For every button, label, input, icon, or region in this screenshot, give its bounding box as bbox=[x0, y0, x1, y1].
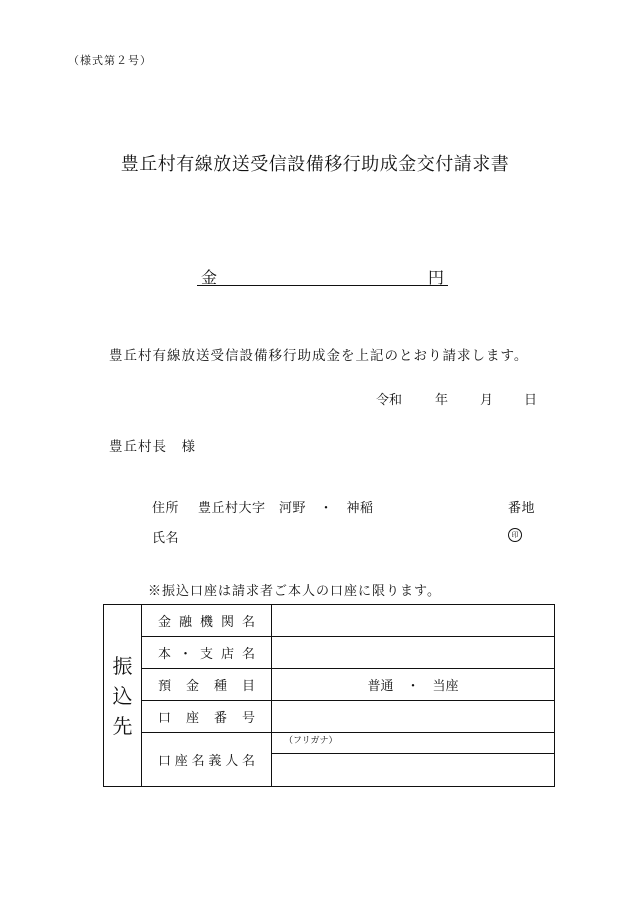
bank-account-table bbox=[103, 604, 555, 787]
date-year: 年 bbox=[435, 393, 449, 408]
amount-prefix: 金 bbox=[201, 268, 218, 287]
seal-mark: 印 bbox=[508, 528, 522, 542]
date-month: 月 bbox=[480, 393, 494, 408]
date-day: 日 bbox=[524, 393, 538, 408]
transfer-destination-label: 振 込 先 bbox=[104, 605, 142, 787]
account-note: ※振込口座は請求者ご本人の口座に限ります。 bbox=[148, 584, 441, 599]
amount-line bbox=[197, 265, 448, 286]
institution-label: 金融機関名 bbox=[142, 605, 272, 637]
account-number-label: 口座番号 bbox=[142, 701, 272, 733]
address-label: 住所 bbox=[152, 501, 180, 516]
addressee: 豊丘村長 様 bbox=[109, 439, 196, 455]
date-era: 令和 bbox=[376, 393, 403, 408]
form-number: （様式第２号） bbox=[68, 54, 152, 67]
branch-field[interactable] bbox=[272, 637, 555, 669]
name-label: 氏名 bbox=[152, 531, 180, 546]
deposit-type-label: 預金種目 bbox=[142, 669, 272, 701]
amount-suffix: 円 bbox=[427, 268, 444, 287]
request-statement: 豊丘村有線放送受信設備移行助成金を上記のとおり請求します。 bbox=[109, 348, 529, 364]
address-value: 豊丘村大字 河野 ・ 神稲 bbox=[198, 501, 374, 516]
branch-label: 本・支店名 bbox=[142, 637, 272, 669]
document-title: 豊丘村有線放送受信設備移行助成金交付請求書 bbox=[120, 154, 510, 175]
furigana-field[interactable]: （フリガナ） bbox=[272, 733, 555, 754]
address-suffix: 番地 bbox=[508, 501, 536, 516]
account-holder-field[interactable] bbox=[272, 754, 555, 787]
account-holder-label: 口座名義人名 bbox=[142, 733, 272, 787]
deposit-type-options[interactable]: 普通 ・ 当座 bbox=[272, 669, 555, 701]
institution-field[interactable] bbox=[272, 605, 555, 637]
account-number-field[interactable] bbox=[272, 701, 555, 733]
